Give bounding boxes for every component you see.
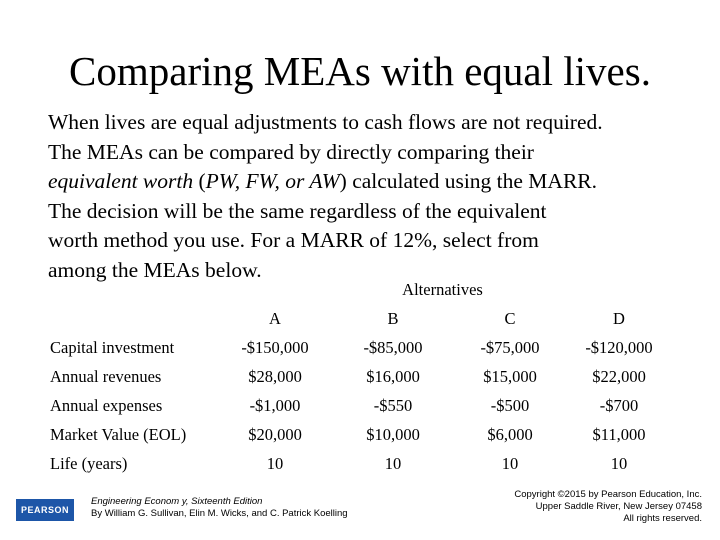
row-label: Annual revenues (50, 367, 162, 386)
row-label: Market Value (EOL) (50, 425, 187, 444)
body-text-fragment: ( (193, 169, 206, 193)
row-label: Life (years) (50, 454, 128, 473)
table-cell: 10 (266, 454, 284, 473)
column-header-c: C (504, 309, 516, 328)
book-citation (91, 496, 348, 520)
table-cell: 10 (610, 454, 628, 473)
body-line: The decision will be the same regardless of the equivalent (48, 198, 547, 223)
body-line (48, 167, 708, 197)
table-cell: 10 (384, 454, 402, 473)
table-cell: -$85,000 (363, 338, 423, 357)
table-cell: $20,000 (248, 425, 302, 444)
pearson-logo: PEARSON (16, 499, 74, 521)
body-paragraph (48, 108, 708, 285)
table-cell: $10,000 (366, 425, 420, 444)
table-cell: $28,000 (248, 367, 302, 386)
table-cell: -$550 (373, 396, 413, 415)
table-cell: $6,000 (487, 425, 533, 444)
alternatives-header: Alternatives (402, 280, 483, 299)
table-cell: -$1,000 (249, 396, 301, 415)
book-authors: By William G. Sullivan, Elin M. Wicks, and C. Patrick Koelling (91, 508, 348, 519)
row-label: Capital investment (50, 338, 175, 357)
table-cell: -$150,000 (241, 338, 309, 357)
table-cell: $22,000 (592, 367, 646, 386)
copyright-line: All rights reserved. (623, 513, 702, 524)
body-line: When lives are equal adjustments to cash flows are not required. (48, 110, 603, 134)
body-line: worth method you use. For a MARR of 12%, select from (48, 228, 539, 252)
italic-term: PW, FW, or AW (205, 169, 340, 193)
table-cell: -$700 (599, 396, 639, 415)
column-header-b: B (387, 309, 399, 328)
slide-title: Comparing MEAs with equal lives. (69, 48, 651, 94)
body-line: among the MEAs below. (48, 257, 262, 282)
table-cell: -$75,000 (480, 338, 540, 357)
table-cell: -$120,000 (585, 338, 653, 357)
table-cell: $15,000 (483, 367, 537, 386)
table-cell: 10 (501, 454, 519, 473)
column-header-a: A (269, 309, 281, 328)
table-cell: $16,000 (366, 367, 420, 386)
book-title: Engineering Econom y, Sixteenth Edition (91, 496, 263, 507)
column-header-d: D (613, 309, 625, 328)
copyright-line: Copyright ©2015 by Pearson Education, Inc. (514, 489, 702, 500)
body-text-fragment: ) calculated using the MARR. (339, 169, 598, 193)
copyright-notice (470, 489, 702, 525)
table-cell: $11,000 (592, 425, 646, 444)
row-label: Annual expenses (50, 396, 163, 415)
body-line: The MEAs can be compared by directly comparing their (48, 139, 534, 164)
italic-term: equivalent worth (48, 169, 194, 193)
copyright-line: Upper Saddle River, New Jersey 07458 (535, 501, 702, 512)
table-cell: -$500 (490, 396, 530, 415)
